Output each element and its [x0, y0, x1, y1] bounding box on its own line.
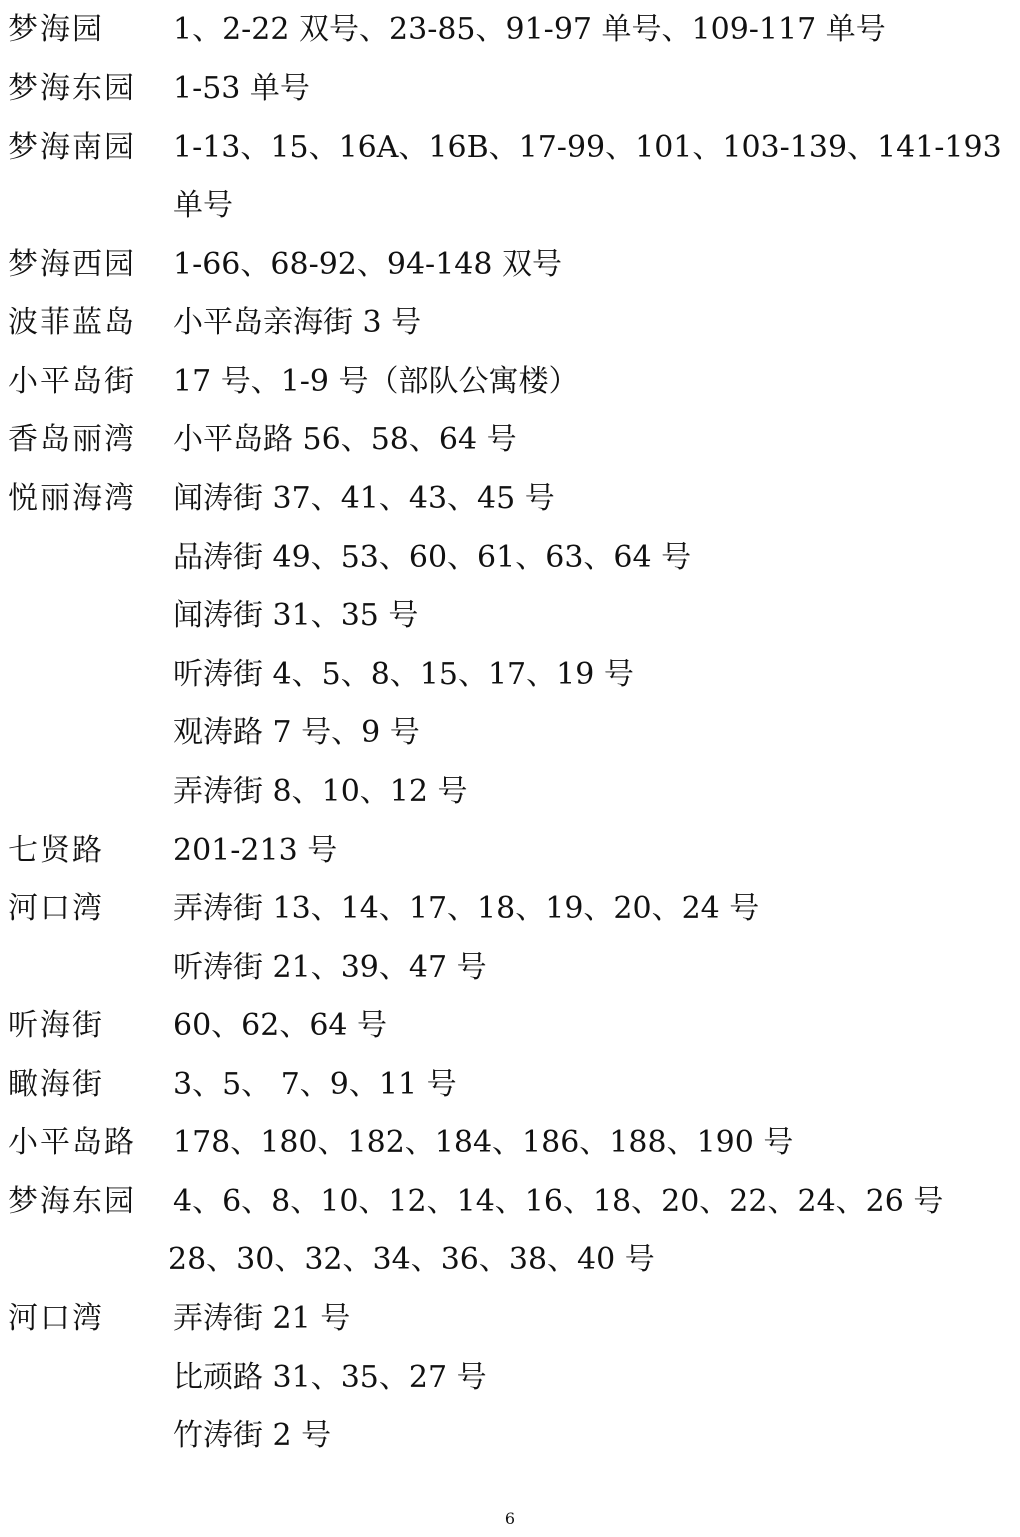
place-name: 听海街	[8, 1008, 104, 1043]
address-text: 1、2-22 双号、23-85、91-97 单号、109-117 单号	[173, 12, 886, 47]
address-text: 竹涛街 2 号	[173, 1418, 332, 1453]
address-text: 比顽路 31、35、27 号	[173, 1360, 487, 1395]
place-name: 梦海南园	[8, 130, 136, 165]
address-text: 弄涛街 21 号	[173, 1301, 351, 1336]
address-text: 听涛街 4、5、8、15、17、19 号	[173, 657, 634, 692]
address-text: 观涛路 7 号、9 号	[173, 715, 420, 750]
place-name: 梦海园	[8, 12, 104, 47]
address-text: 3、5、 7、9、11 号	[173, 1067, 457, 1102]
place-name: 小平岛街	[8, 364, 136, 399]
place-name: 梦海东园	[8, 1184, 136, 1219]
place-name: 瞰海街	[8, 1067, 104, 1102]
address-text: 201-213 号	[173, 833, 338, 868]
address-text: 1-66、68-92、94-148 双号	[173, 247, 562, 282]
place-name: 河口湾	[8, 891, 104, 926]
page-number: 6	[504, 1509, 516, 1528]
address-text: 单号	[173, 188, 233, 223]
address-text: 178、180、182、184、186、188、190 号	[173, 1125, 794, 1160]
address-text: 4、6、8、10、12、14、16、18、20、22、24、26 号	[173, 1184, 944, 1219]
address-text: 28、30、32、34、36、38、40 号	[168, 1242, 655, 1277]
address-text: 60、62、64 号	[173, 1008, 388, 1043]
place-name: 梦海西园	[8, 247, 136, 282]
address-text: 弄涛街 13、14、17、18、19、20、24 号	[173, 891, 760, 926]
address-text: 小平岛路 56、58、64 号	[173, 422, 517, 457]
address-text: 1-53 单号	[173, 71, 310, 106]
place-name: 波菲蓝岛	[8, 305, 136, 340]
address-text: 闻涛街 37、41、43、45 号	[173, 481, 555, 516]
address-text: 听涛街 21、39、47 号	[173, 950, 487, 985]
place-name: 河口湾	[8, 1301, 104, 1336]
place-name: 梦海东园	[8, 71, 136, 106]
address-text: 小平岛亲海街 3 号	[173, 305, 422, 340]
address-text: 品涛街 49、53、60、61、63、64 号	[173, 540, 692, 575]
address-text: 17 号、1-9 号（部队公寓楼）	[173, 364, 579, 399]
place-name: 香岛丽湾	[8, 422, 136, 457]
address-text: 弄涛街 8、10、12 号	[173, 774, 468, 809]
place-name: 小平岛路	[8, 1125, 136, 1160]
address-text: 1-13、15、16A、16B、17-99、101、103-139、141-193	[173, 130, 1002, 165]
address-text: 闻涛街 31、35 号	[173, 598, 419, 633]
place-name: 七贤路	[8, 833, 104, 868]
place-name: 悦丽海湾	[8, 481, 136, 516]
